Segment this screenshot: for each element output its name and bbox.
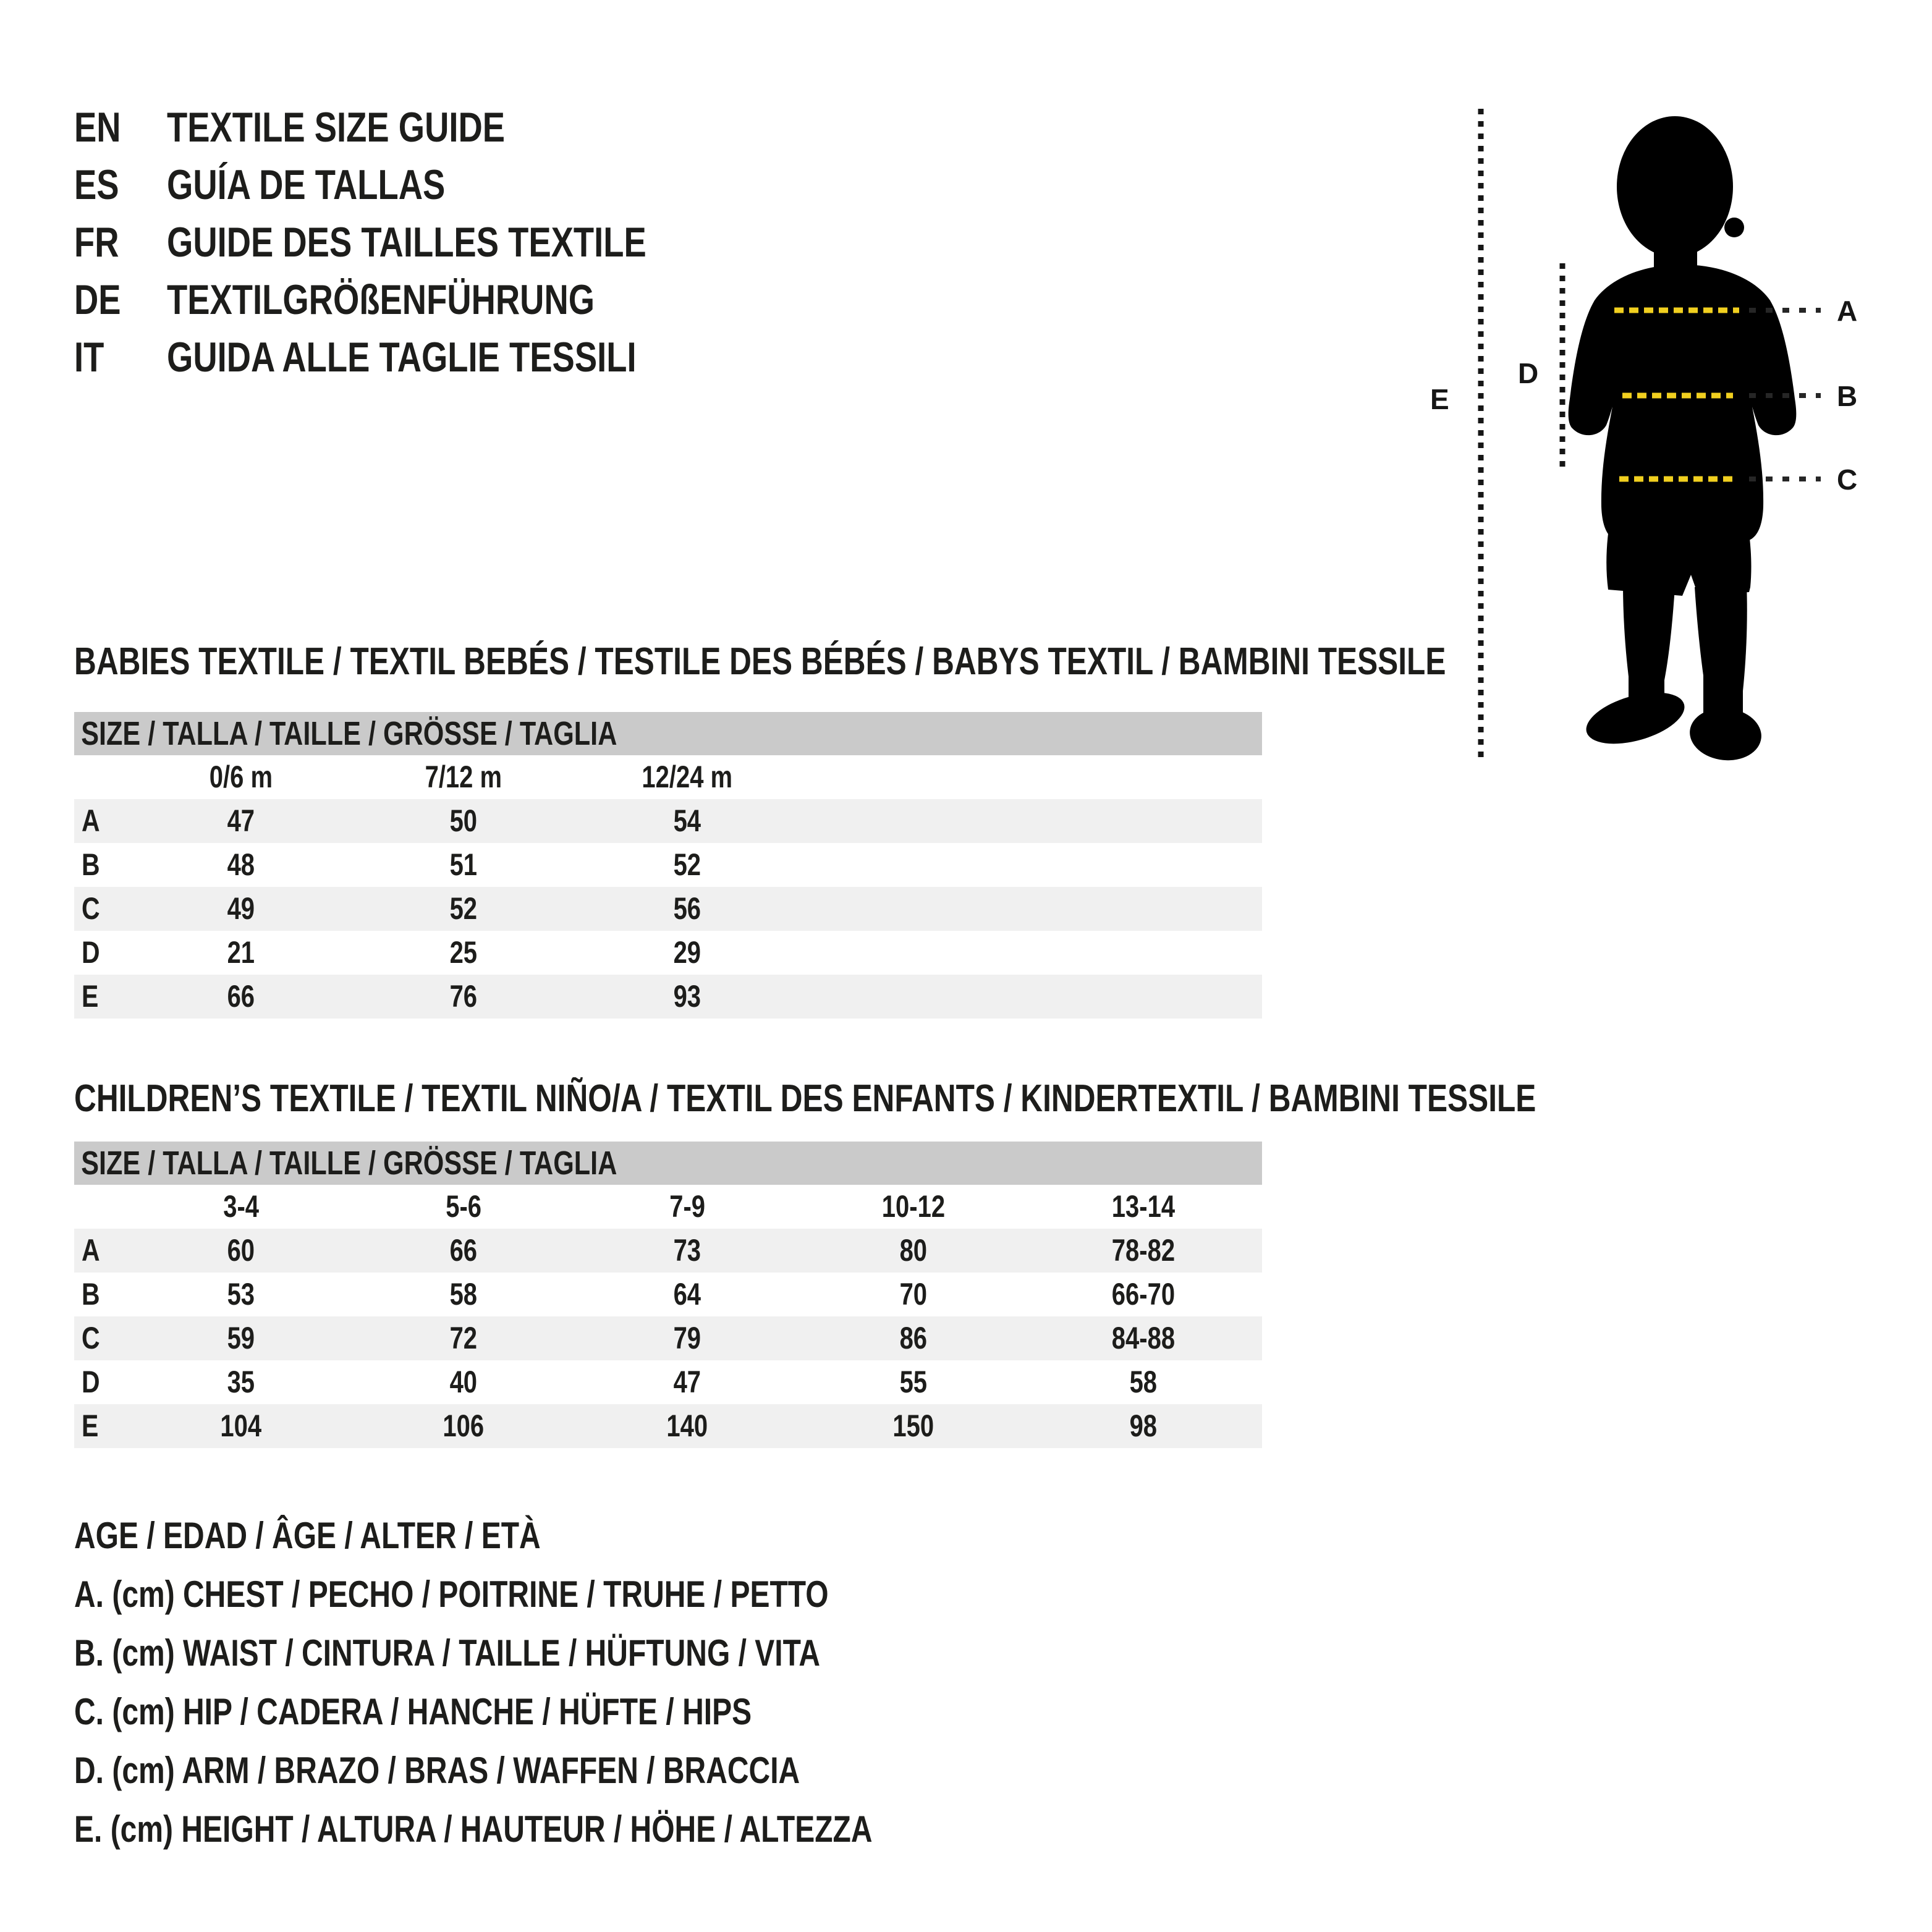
language-code-fr xyxy=(74,214,130,271)
children-cell: 78-82 xyxy=(1111,1233,1176,1268)
measurement-figure xyxy=(1415,80,1932,791)
children-column-header-row xyxy=(74,1185,1262,1229)
children-cell: 72 xyxy=(449,1321,478,1355)
babies-size-header-text: SIZE / TALLA / TAILLE / GRÖSSE / TAGLIA xyxy=(81,715,617,752)
language-title-es-text: GUÍA DE TALLAS xyxy=(167,161,446,208)
children-cell: 73 xyxy=(673,1233,701,1268)
measurement-legend xyxy=(74,1506,1072,1858)
children-cell: 104 xyxy=(220,1409,262,1443)
children-cell: 66 xyxy=(449,1233,478,1268)
language-code-en xyxy=(74,99,132,156)
language-title-fr-text: GUIDE DES TAILLES TEXTILE xyxy=(167,219,646,266)
language-title-es xyxy=(167,156,515,214)
babies-column-header-row xyxy=(74,755,1262,799)
babies-cell: 50 xyxy=(449,803,478,838)
language-code-es xyxy=(74,156,130,214)
children-row-d-label: D xyxy=(82,1365,100,1399)
label-b: B xyxy=(1837,380,1858,412)
babies-row-b-label: B xyxy=(82,847,100,882)
babies-cell: 54 xyxy=(673,803,701,838)
children-row-b xyxy=(74,1273,1262,1316)
babies-cell: 25 xyxy=(449,935,478,970)
children-cell: 86 xyxy=(899,1321,928,1355)
babies-column-header-1: 0/6 m xyxy=(209,760,273,794)
language-code-de-text: DE xyxy=(74,276,121,323)
babies-section-title xyxy=(74,642,1789,682)
children-cell: 98 xyxy=(1129,1409,1158,1443)
children-cell: 47 xyxy=(673,1365,701,1399)
babies-cell: 56 xyxy=(673,891,701,926)
children-cell: 79 xyxy=(673,1321,701,1355)
babies-cell: 66 xyxy=(227,979,255,1014)
language-title-fr xyxy=(167,214,766,271)
babies-row-e xyxy=(74,975,1262,1019)
legend-age-line: AGE / EDAD / ÂGE / ALTER / ETÀ xyxy=(74,1515,541,1556)
children-column-header-1: 3-4 xyxy=(223,1189,259,1224)
children-cell: 60 xyxy=(227,1233,255,1268)
babies-cell: 47 xyxy=(227,803,255,838)
legend-arm-line: D. (cm) ARM / BRAZO / BRAS / WAFFEN / BRACCIA xyxy=(74,1750,800,1791)
language-code-de xyxy=(74,271,132,329)
children-row-a-label: A xyxy=(82,1233,100,1268)
babies-row-c xyxy=(74,887,1262,931)
language-title-en xyxy=(167,99,590,156)
children-cell: 40 xyxy=(449,1365,478,1399)
babies-size-header-bar xyxy=(74,712,1262,755)
silhouette-shorts xyxy=(1606,501,1751,596)
children-size-header-text: SIZE / TALLA / TAILLE / GRÖSSE / TAGLIA xyxy=(81,1145,617,1182)
babies-column-header-2: 7/12 m xyxy=(425,760,502,794)
children-column-header-5: 13-14 xyxy=(1111,1189,1176,1224)
language-title-de xyxy=(167,271,701,329)
children-cell: 55 xyxy=(899,1365,928,1399)
label-e: E xyxy=(1430,383,1449,415)
children-row-a xyxy=(74,1229,1262,1273)
children-cell: 59 xyxy=(227,1321,255,1355)
silhouette-shirt xyxy=(1569,265,1797,541)
children-row-e xyxy=(74,1404,1262,1448)
language-code-en-text: EN xyxy=(74,104,121,151)
babies-cell: 21 xyxy=(227,935,255,970)
language-code-fr-text: FR xyxy=(74,219,119,266)
children-column-header-4: 10-12 xyxy=(881,1189,946,1224)
babies-cell: 93 xyxy=(673,979,701,1014)
babies-row-c-label: C xyxy=(82,891,100,926)
children-row-b-label: B xyxy=(82,1277,100,1311)
children-cell: 53 xyxy=(227,1277,255,1311)
children-section-title-text: CHILDREN’S TEXTILE / TEXTIL NIÑO/A / TEXTIL DES ENFANTS / KINDERTEXTIL / BAMBINI TESSILE xyxy=(74,1077,1536,1120)
babies-cell: 51 xyxy=(449,847,478,882)
arm-measure-d xyxy=(1518,263,1562,473)
legend-waist-line: B. (cm) WAIST / CINTURA / TAILLE / HÜFTUNG / VITA xyxy=(74,1632,821,1674)
babies-row-b xyxy=(74,843,1262,887)
babies-row-d-label: D xyxy=(82,935,100,970)
babies-cell: 29 xyxy=(673,935,701,970)
babies-column-header-3: 12/24 m xyxy=(642,760,733,794)
babies-section-title-text: BABIES TEXTILE / TEXTIL BEBÉS / TESTILE DES BÉBÉS / BABYS TEXTIL / BAMBINI TESSILE xyxy=(74,640,1446,683)
silhouette-head xyxy=(1617,116,1733,257)
legend-chest-line: A. (cm) CHEST / PECHO / POITRINE / TRUHE / PETTO xyxy=(74,1574,829,1615)
children-cell: 70 xyxy=(899,1277,928,1311)
language-title-en-text: TEXTILE SIZE GUIDE xyxy=(167,104,506,151)
language-title-it-text: GUIDA ALLE TAGLIE TESSILI xyxy=(167,334,637,381)
measurement-figure-svg xyxy=(1415,80,1932,791)
babies-cell: 52 xyxy=(449,891,478,926)
children-cell: 66-70 xyxy=(1111,1277,1176,1311)
children-cell: 64 xyxy=(673,1277,701,1311)
children-cell: 58 xyxy=(1129,1365,1158,1399)
children-column-header-2: 5-6 xyxy=(446,1189,481,1224)
silhouette-ear xyxy=(1724,218,1744,237)
children-column-header-3: 7-9 xyxy=(669,1189,705,1224)
language-code-it-text: IT xyxy=(74,334,104,381)
silhouette-right-shoe xyxy=(1687,705,1764,764)
language-title-de-text: TEXTILGRÖßENFÜHRUNG xyxy=(167,276,595,323)
children-row-c-label: C xyxy=(82,1321,100,1355)
children-section-title xyxy=(74,1078,1902,1119)
label-d: D xyxy=(1518,357,1539,389)
legend-hip-line: C. (cm) HIP / CADERA / HANCHE / HÜFTE / HIPS xyxy=(74,1691,752,1732)
legend-height-line: E. (cm) HEIGHT / ALTURA / HAUTEUR / HÖHE / ALTEZZA xyxy=(74,1808,873,1850)
babies-row-a-label: A xyxy=(82,803,100,838)
babies-cell: 76 xyxy=(449,979,478,1014)
language-code-it xyxy=(74,329,111,386)
children-row-d xyxy=(74,1360,1262,1404)
children-cell: 35 xyxy=(227,1365,255,1399)
children-size-header-bar xyxy=(74,1142,1262,1185)
children-cell: 84-88 xyxy=(1111,1321,1176,1355)
children-cell: 140 xyxy=(666,1409,708,1443)
label-a: A xyxy=(1837,295,1858,327)
babies-cell: 49 xyxy=(227,891,255,926)
language-title-it xyxy=(167,329,753,386)
babies-row-d xyxy=(74,931,1262,975)
children-cell: 150 xyxy=(892,1409,934,1443)
language-code-es-text: ES xyxy=(74,161,119,208)
children-cell: 80 xyxy=(899,1233,928,1268)
babies-row-e-label: E xyxy=(82,979,99,1014)
label-c: C xyxy=(1837,464,1858,496)
children-row-c xyxy=(74,1316,1262,1360)
children-row-e-label: E xyxy=(82,1409,99,1443)
babies-cell: 48 xyxy=(227,847,255,882)
babies-row-a xyxy=(74,799,1262,843)
babies-cell: 52 xyxy=(673,847,701,882)
children-cell: 106 xyxy=(443,1409,485,1443)
children-cell: 58 xyxy=(449,1277,478,1311)
